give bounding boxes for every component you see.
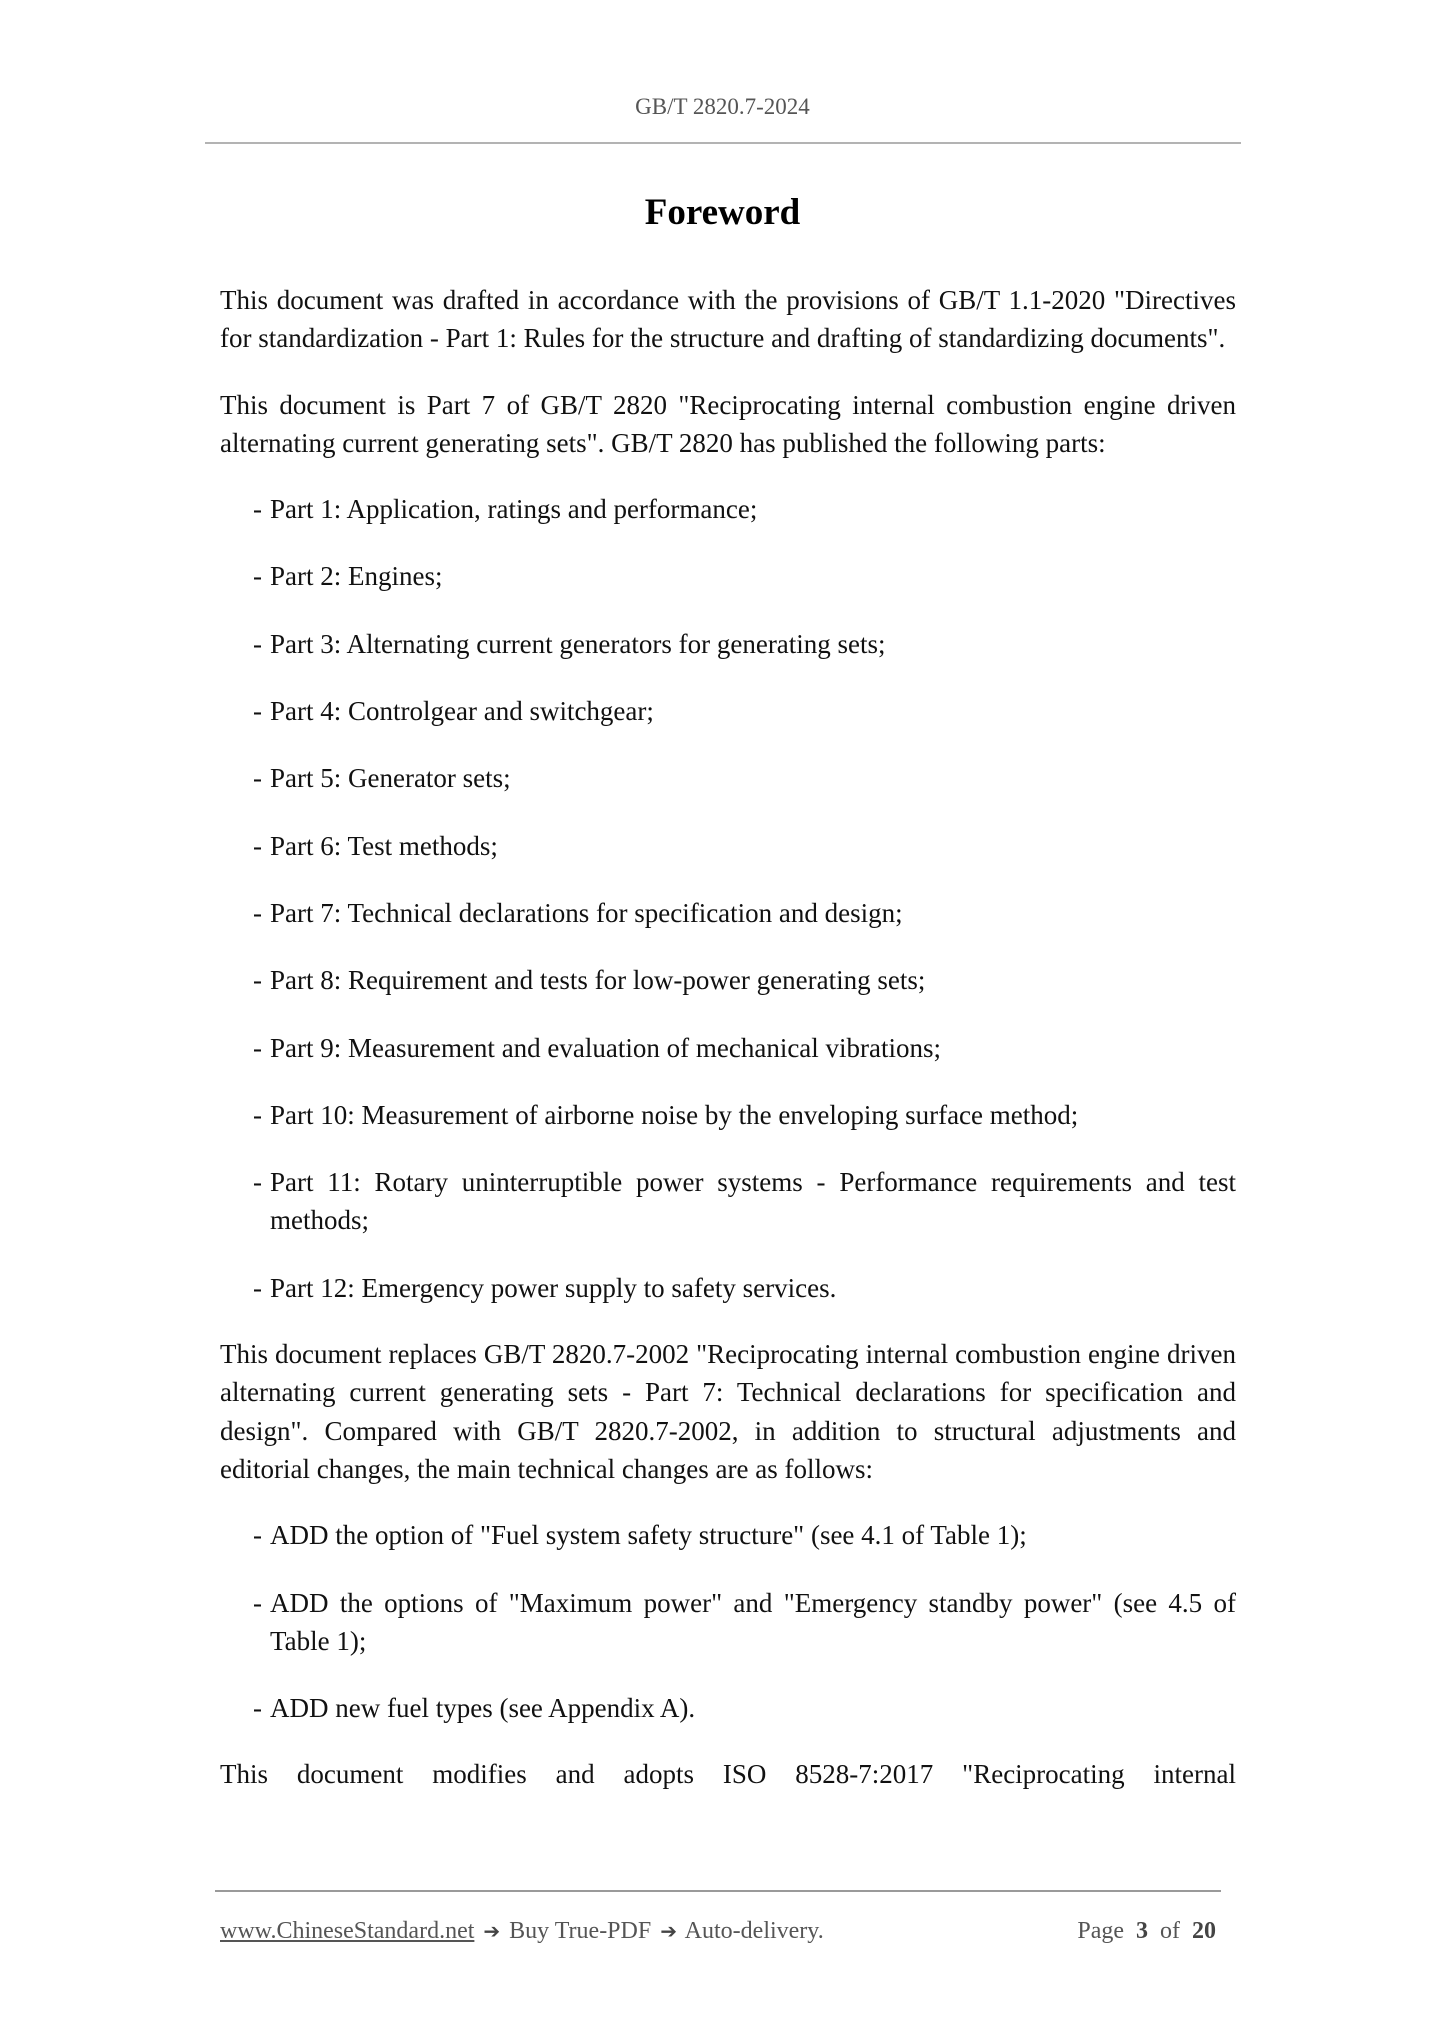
list-item bbox=[220, 1163, 1236, 1240]
paragraph-drafting-basis: This document was drafted in accordance with the provisions of GB/T 1.1-2020 "Directives for standardization - Part 1: Rules for the structure and drafting of standardizing documents". bbox=[220, 285, 1236, 354]
list-item-text: ADD the option of "Fuel system safety structure" (see 4.1 of Table 1); bbox=[270, 1520, 1027, 1551]
list-item-text: Part 11: Rotary uninterruptible power systems - Performance requirements and test methods; bbox=[270, 1167, 1236, 1236]
paragraph-replacement: This document replaces GB/T 2820.7-2002 "Reciprocating internal combustion engine driven alternating current generating sets - Part 7: Technical declarations for specification and design". Compared with GB/T 2820.7-2002, in addition to structural adjustments and editorial changes, the main technical changes are as follows: bbox=[220, 1339, 1236, 1484]
list-item bbox=[220, 1516, 1236, 1554]
list-item-text: Part 12: Emergency power supply to safety services. bbox=[270, 1272, 837, 1303]
page-label: Page bbox=[1077, 1918, 1124, 1944]
list-item bbox=[220, 827, 1236, 865]
running-header: GB/T 2820.7-2024 bbox=[635, 94, 810, 119]
bullet-marker: - bbox=[253, 965, 262, 996]
bullet-marker: - bbox=[253, 1587, 262, 1618]
list-item-text: ADD new fuel types (see Appendix A). bbox=[270, 1693, 696, 1724]
total-pages-number: 20 bbox=[1192, 1918, 1216, 1944]
bullet-marker: - bbox=[253, 696, 262, 727]
website-link[interactable]: www.ChineseStandard.net bbox=[220, 1918, 475, 1944]
bullet-marker: - bbox=[253, 763, 262, 794]
section-title: Foreword bbox=[644, 192, 801, 233]
list-item bbox=[220, 759, 1236, 797]
footer-promo bbox=[220, 1915, 824, 1947]
list-item-text: ADD the options of "Maximum power" and "Emergency standby power" (see 4.5 of Table 1); bbox=[270, 1587, 1236, 1656]
bullet-marker: - bbox=[253, 830, 262, 861]
document-body bbox=[220, 281, 1236, 1822]
bullet-marker: - bbox=[253, 1520, 262, 1551]
bullet-marker: - bbox=[253, 561, 262, 592]
footer-step-delivery: Auto-delivery. bbox=[684, 1918, 824, 1944]
list-item bbox=[220, 894, 1236, 932]
bullet-marker: - bbox=[253, 494, 262, 525]
list-item-text: Part 4: Controlgear and switchgear; bbox=[270, 696, 654, 727]
list-item-text: Part 2: Engines; bbox=[270, 561, 443, 592]
list-item bbox=[220, 557, 1236, 595]
list-item bbox=[220, 1269, 1236, 1307]
list-item-text: Part 7: Technical declarations for specification and design; bbox=[270, 897, 903, 928]
list-item-text: Part 5: Generator sets; bbox=[270, 763, 511, 794]
list-item-text: Part 3: Alternating current generators for generating sets; bbox=[270, 628, 886, 659]
bullet-marker: - bbox=[253, 1693, 262, 1724]
bullet-marker: - bbox=[253, 1272, 262, 1303]
list-item bbox=[220, 625, 1236, 663]
list-item-text: Part 9: Measurement and evaluation of mechanical vibrations; bbox=[270, 1032, 942, 1063]
list-item-text: Part 6: Test methods; bbox=[270, 830, 498, 861]
footer-step-buy: Buy True-PDF bbox=[509, 1918, 652, 1944]
bullet-marker: - bbox=[253, 628, 262, 659]
arrow-right-icon: ➔ bbox=[660, 1919, 677, 1943]
bullet-marker: - bbox=[253, 897, 262, 928]
list-item bbox=[220, 1584, 1236, 1661]
parts-list bbox=[220, 490, 1236, 1307]
bullet-marker: - bbox=[253, 1032, 262, 1063]
list-item-text: Part 10: Measurement of airborne noise by the enveloping surface method; bbox=[270, 1099, 1079, 1130]
changes-list bbox=[220, 1516, 1236, 1727]
current-page-number: 3 bbox=[1136, 1918, 1148, 1944]
page-footer bbox=[220, 1915, 1216, 1947]
list-item bbox=[220, 1096, 1236, 1134]
list-item bbox=[220, 490, 1236, 528]
paragraph-adoption: This document modifies and adopts ISO 8528-7:2017 "Reciprocating internal bbox=[220, 1759, 1236, 1790]
footer-divider bbox=[215, 1890, 1221, 1892]
bullet-marker: - bbox=[253, 1167, 262, 1198]
list-item bbox=[220, 692, 1236, 730]
paragraph-series-intro: This document is Part 7 of GB/T 2820 "Reciprocating internal combustion engine driven alternating current generating sets". GB/T 2820 has published the following parts: bbox=[220, 389, 1236, 458]
list-item bbox=[220, 1689, 1236, 1727]
list-item bbox=[220, 961, 1236, 999]
list-item-text: Part 1: Application, ratings and performance; bbox=[270, 494, 758, 525]
header-divider bbox=[205, 142, 1241, 144]
page-indicator bbox=[1077, 1915, 1216, 1947]
bullet-marker: - bbox=[253, 1099, 262, 1130]
list-item-text: Part 8: Requirement and tests for low-power generating sets; bbox=[270, 965, 926, 996]
of-label: of bbox=[1160, 1918, 1180, 1944]
list-item bbox=[220, 1029, 1236, 1067]
arrow-right-icon: ➔ bbox=[483, 1919, 501, 1943]
